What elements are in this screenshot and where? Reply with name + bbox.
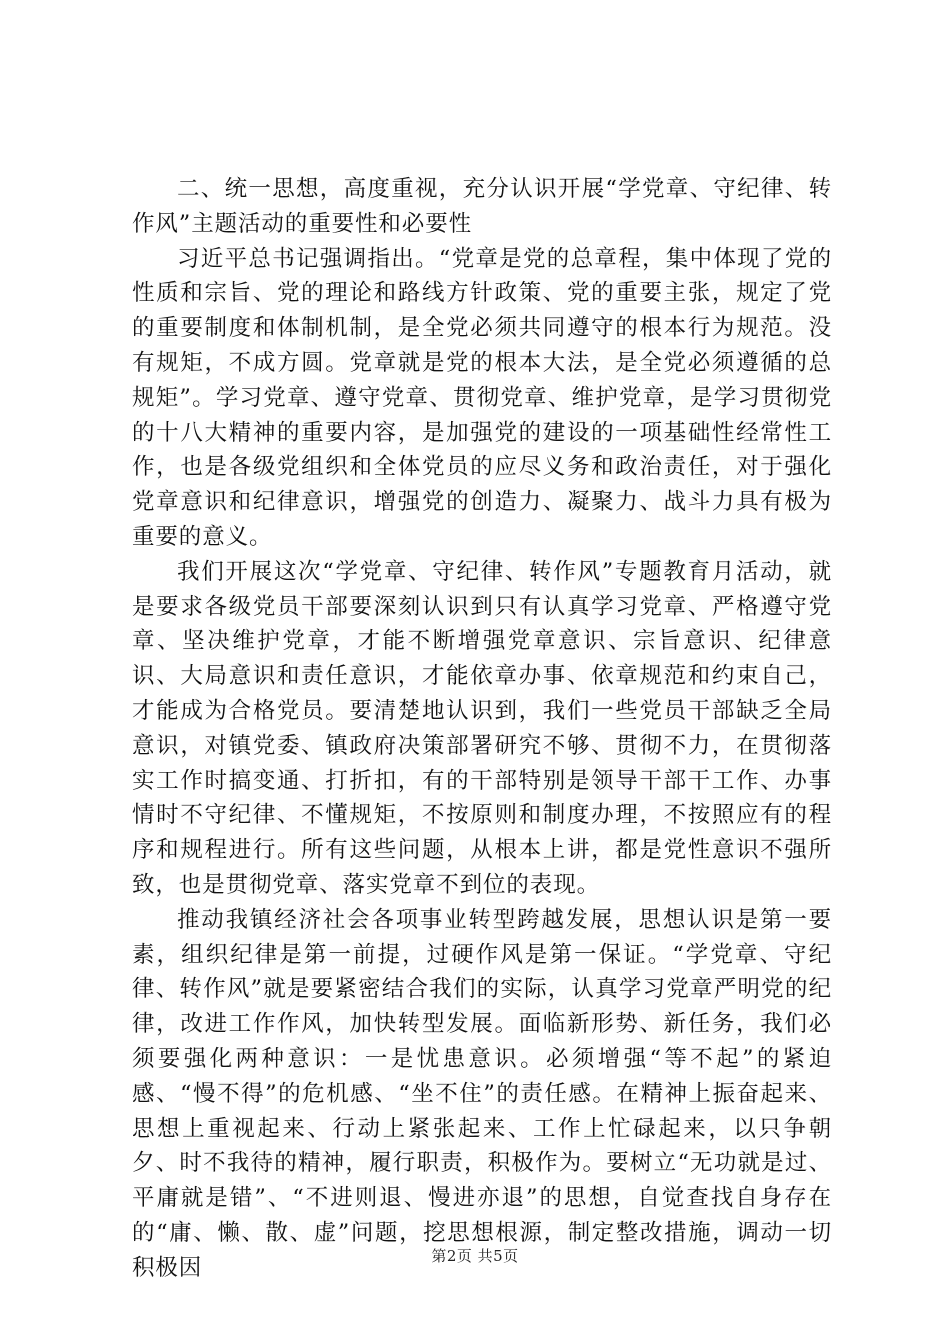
document-body	[132, 172, 832, 1286]
body-paragraph: 我们开展这次“学党章、守纪律、转作风”专题教育月活动，就是要求各级党员干部要深刻认识到只有认真学习党章、严格遵守党章、坚决维护党章，才能不断增强党章意识、宗旨意识、纪律意识、大局意识和责任意识，才能依章办事、依章规范和约束自己，才能成为合格党员。要清楚地认识到，我们一些党员干部缺乏全局意识，对镇党委、镇政府决策部署研究不够、贯彻不力，在贯彻落实工作时搞变通、打折扣，有的干部特别是领导干部干工作、办事情时不守纪律、不懂规矩，不按原则和制度办理，不按照应有的程序和规程进行。所有这些问题，从根本上讲，都是党性意识不强所致，也是贯彻党章、落实党章不到位的表现。	[132, 558, 832, 898]
body-paragraph: 习近平总书记强调指出。“党章是党的总章程，集中体现了党的性质和宗旨、党的理论和路线方针政策、党的重要主张，规定了党的重要制度和体制机制，是全党必须共同遵守的根本行为规范。没有规矩，不成方圆。党章就是党的根本大法，是全党必须遵循的总规矩”。学习党章、遵守党章、贯彻党章、维护党章，是学习贯彻党的十八大精神的重要内容，是加强党的建设的一项基础性经常性工作，也是各级党组织和全体党员的应尽义务和政治责任，对于强化党章意识和纪律意识，增强党的创造力、凝聚力、战斗力具有极为重要的意义。	[132, 245, 832, 550]
section-heading-paragraph: 二、统一思想，高度重视，充分认识开展“学党章、守纪律、转作风”主题活动的重要性和必要性	[132, 176, 832, 237]
body-paragraph: 推动我镇经济社会各项事业转型跨越发展，思想认识是第一要素，组织纪律是第一前提，过硬作风是第一保证。“学党章、守纪律、转作风”就是要紧密结合我们的实际，认真学习党章严明党的纪律，改进工作作风，加快转型发展。面临新形势、新任务，我们必须要强化两种意识：一是忧患意识。必须增强“等不起”的紧迫感、“慢不得”的危机感、“坐不住”的责任感。在精神上振奋起来、思想上重视起来、行动上紧张起来、工作上忙碌起来，以只争朝夕、时不我待的精神，履行职责，积极作为。要树立“无功就是过、平庸就是错”、“不进则退、慢进亦退”的思想，自觉查找自身存在的“庸、懒、散、虚”问题，挖思想根源，制定整改措施，调动一切积极因	[132, 906, 832, 1281]
page-number-footer: 第2页 共5页	[431, 1247, 519, 1265]
